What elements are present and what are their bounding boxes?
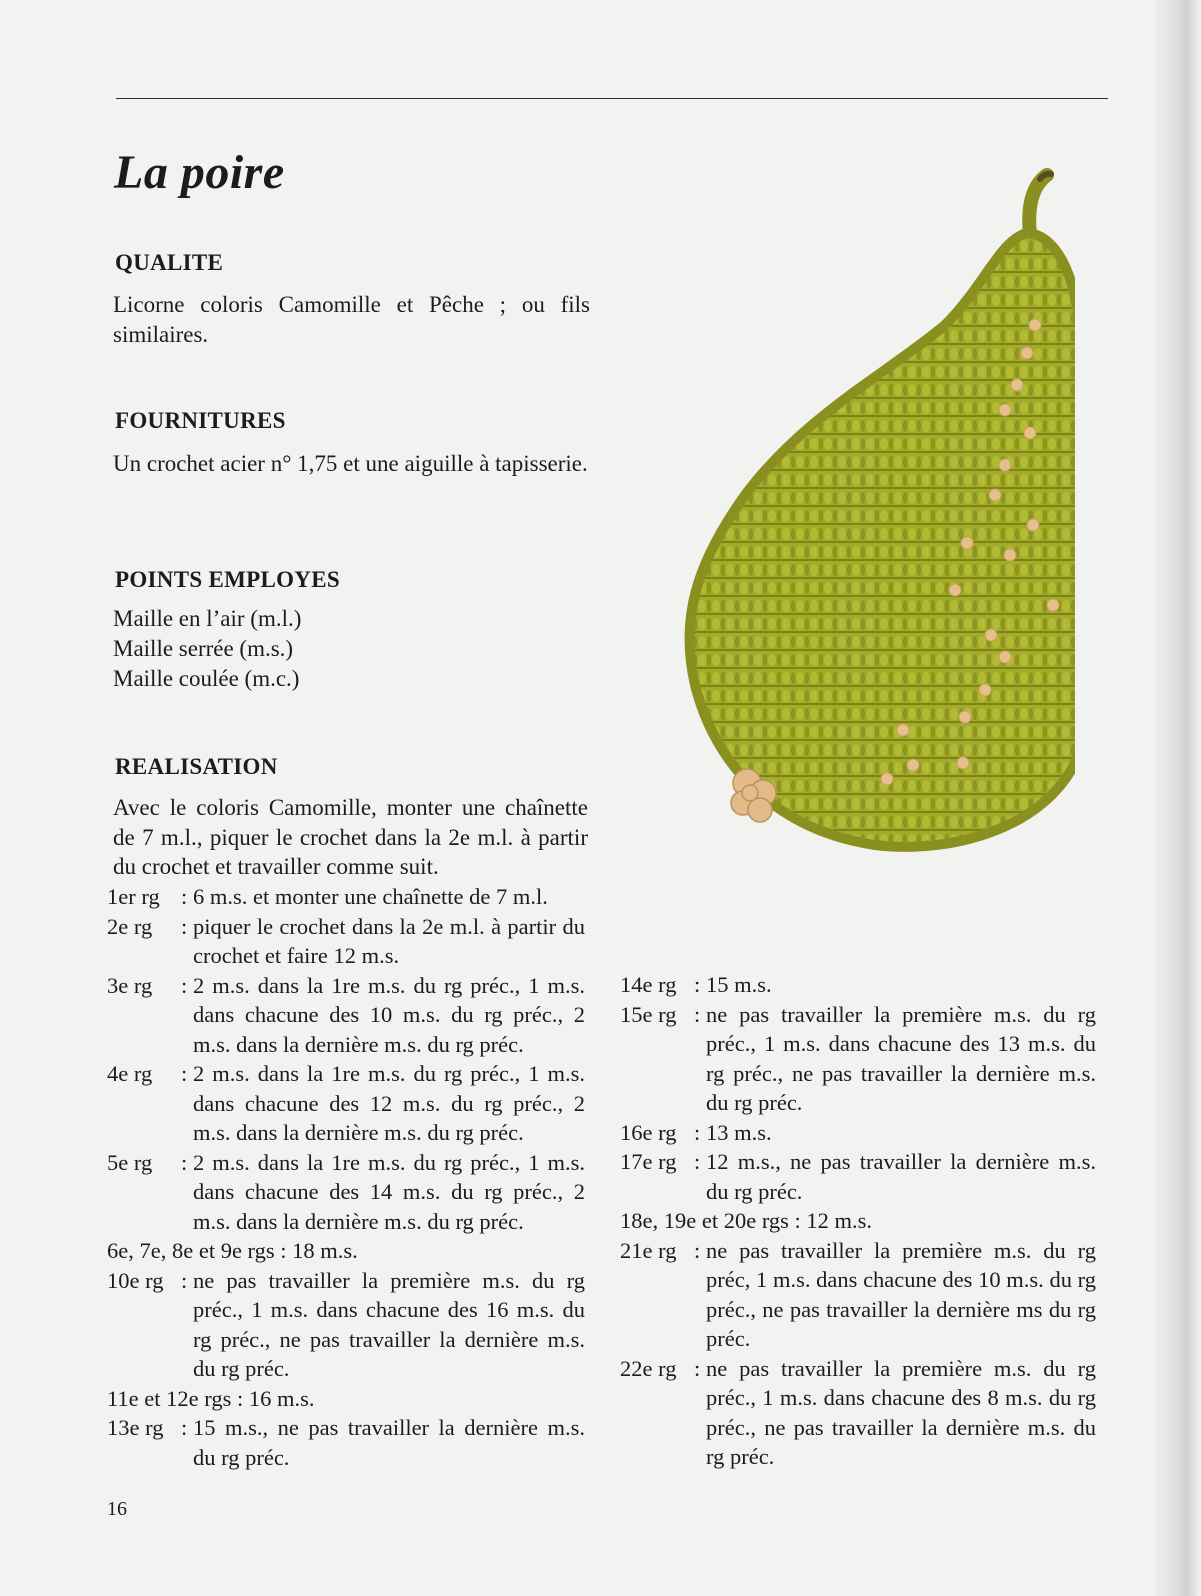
- point-item: Maille serrée (m.s.): [113, 636, 294, 661]
- rows-left-column: [107, 882, 585, 1472]
- instruction-row: [107, 1384, 585, 1414]
- row-combined-text: 11e et 12e rgs : 16 m.s.: [107, 1385, 315, 1411]
- row-label: 13e rg: [107, 1415, 164, 1440]
- row-colon: :: [694, 1001, 701, 1027]
- points-list: [113, 604, 590, 694]
- row-text: 2 m.s. dans la 1re m.s. du rg préc., 1 m.s. dans chacune des 14 m.s. du rg préc., 2 m.s. dans la dernière m.s. du rg préc.: [193, 1149, 585, 1234]
- instruction-row: [107, 971, 585, 1060]
- row-colon: :: [181, 1415, 188, 1440]
- row-label: 4e rg: [107, 1061, 153, 1086]
- row-combined-text: 6e, 7e, 8e et 9e rgs : 18 m.s.: [107, 1238, 358, 1263]
- instruction-row: [620, 1206, 1096, 1236]
- pear-body: [689, 233, 1075, 847]
- row-colon: :: [694, 1237, 701, 1263]
- row-text: 6 m.s. et monter une chaînette de 7 m.l.: [193, 884, 548, 909]
- fournitures-text: Un crochet acier n° 1,75 et une aiguille à tapisserie.: [113, 451, 588, 476]
- point-item: Maille en l’air (m.l.): [113, 606, 302, 631]
- row-colon: :: [181, 1267, 188, 1293]
- instruction-row: [107, 1236, 585, 1266]
- pear-stem: [1029, 175, 1047, 235]
- row-label: 14e rg: [620, 972, 677, 997]
- row-text: ne pas travailler la première m.s. du rg préc., 1 m.s. dans chacune des 13 m.s. du rg préc., ne pas travailler la dernière m.s. du rg préc.: [706, 1001, 1096, 1115]
- page-title: La poire: [114, 146, 285, 199]
- instruction-row: [107, 1413, 585, 1472]
- instruction-row: [620, 1147, 1096, 1206]
- instruction-row: [107, 1059, 585, 1148]
- row-label: 22e rg: [620, 1355, 677, 1381]
- crochet-pear-photo: [655, 165, 1075, 855]
- row-colon: :: [181, 1061, 188, 1086]
- instruction-row: [620, 1000, 1096, 1118]
- row-label: 21e rg: [620, 1237, 677, 1263]
- instruction-row: [107, 1266, 585, 1384]
- row-text: piquer le crochet dans la 2e m.l. à partir du crochet et faire 12 m.s.: [193, 913, 585, 968]
- row-colon: :: [181, 913, 188, 939]
- row-label: 17e rg: [620, 1149, 677, 1174]
- row-text: 12 m.s., ne pas travailler la dernière m.s. du rg préc.: [706, 1149, 1096, 1204]
- qualite-heading: QUALITE: [115, 250, 224, 275]
- page-number: 16: [107, 1498, 127, 1520]
- page-binding-edge: [1155, 0, 1201, 1596]
- row-label: 1er rg: [107, 884, 160, 909]
- point-item: Maille coulée (m.c.): [113, 666, 300, 691]
- row-label: 15e rg: [620, 1001, 677, 1027]
- row-text: 15 m.s.: [706, 972, 772, 997]
- row-label: 16e rg: [620, 1119, 677, 1145]
- qualite-text: Licorne coloris Camomille et Pêche ; ou fils similaires.: [113, 292, 590, 347]
- rows-right-column: [620, 970, 1096, 1472]
- instruction-row: [620, 1236, 1096, 1354]
- instruction-row: [107, 882, 585, 912]
- header-rule: [116, 98, 1108, 99]
- instruction-row: [620, 1354, 1096, 1472]
- row-text: ne pas travailler la première m.s. du rg préc, 1 m.s. dans chacune des 10 m.s. du rg préc., ne pas travailler la dernière ms du rg préc.: [706, 1237, 1096, 1351]
- row-text: 13 m.s.: [706, 1119, 772, 1145]
- row-colon: :: [694, 1119, 701, 1145]
- row-colon: :: [181, 972, 188, 998]
- row-colon: :: [694, 1355, 701, 1381]
- row-colon: :: [694, 972, 701, 997]
- row-colon: :: [694, 1149, 701, 1174]
- realisation-intro: Avec le coloris Camomille, monter une chaînette de 7 m.l., piquer le crochet dans la 2e m.l. à partir du crochet et travailler comme suit.: [113, 795, 588, 879]
- points-heading: POINTS EMPLOYES: [115, 567, 340, 592]
- realisation-heading: REALISATION: [115, 754, 278, 779]
- row-text: ne pas travailler la première m.s. du rg préc., 1 m.s. dans chacune des 16 m.s. du rg préc., ne pas travailler la dernière m.s. du rg préc.: [193, 1267, 585, 1381]
- row-colon: :: [181, 884, 188, 909]
- instruction-row: [620, 970, 1096, 1000]
- row-colon: :: [181, 1149, 188, 1175]
- row-label: 2e rg: [107, 913, 153, 939]
- row-label: 3e rg: [107, 972, 153, 998]
- row-text: 2 m.s. dans la 1re m.s. du rg préc., 1 m.s. dans chacune des 10 m.s. du rg préc., 2 m.s. dans la dernière m.s. du rg préc.: [193, 972, 585, 1057]
- fournitures-heading: FOURNITURES: [115, 408, 286, 433]
- row-text: ne pas travailler la première m.s. du rg préc., 1 m.s. dans chacune des 8 m.s. du rg préc., ne pas travailler la dernière m.s. du rg préc.: [706, 1355, 1096, 1469]
- instruction-row: [620, 1118, 1096, 1148]
- row-label: 5e rg: [107, 1149, 153, 1175]
- row-combined-text: 18e, 19e et 20e rgs : 12 m.s.: [620, 1208, 873, 1233]
- instruction-row: [107, 912, 585, 971]
- row-text: 2 m.s. dans la 1re m.s. du rg préc., 1 m.s. dans chacune des 12 m.s. du rg préc., 2 m.s. dans la dernière m.s. du rg préc.: [193, 1061, 585, 1145]
- row-label: 10e rg: [107, 1267, 164, 1293]
- row-text: 15 m.s., ne pas travailler la dernière m.s. du rg préc.: [193, 1415, 585, 1470]
- instruction-row: [107, 1148, 585, 1237]
